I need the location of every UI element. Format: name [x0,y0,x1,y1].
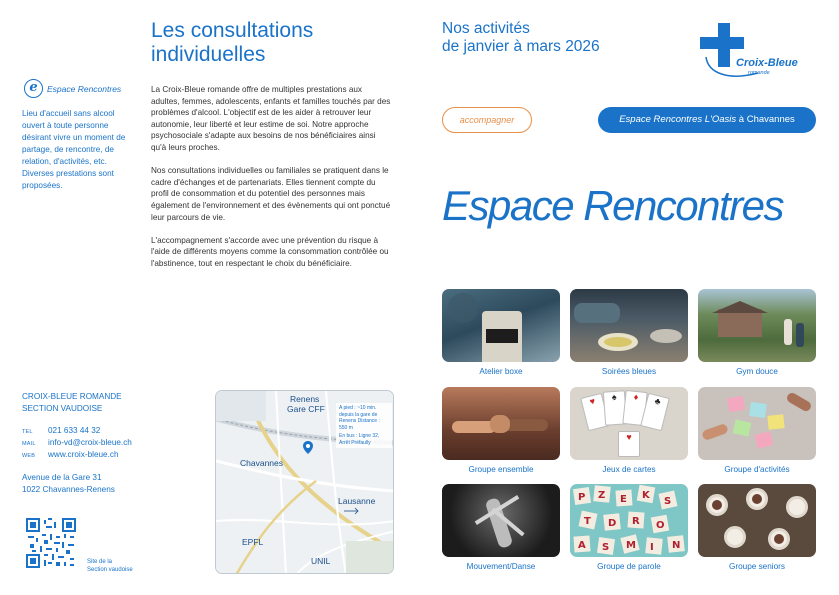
activity-tile-groupe-activites [698,387,816,474]
consultations-title: Les consultations individuelles [151,19,314,66]
logo-name: Croix-Bleue [736,57,798,69]
contact-block [22,426,132,462]
postal-address: Avenue de la Gare 31 1022 Chavannes-Renens [22,473,115,494]
svg-text:Z: Z [598,490,606,501]
svg-text:E: E [620,494,627,505]
consultations-body [151,84,391,281]
svg-text:S: S [664,496,672,507]
location-pin-icon[interactable] [303,441,313,454]
activity-label: Jeux de cartes [602,465,656,474]
paragraph: Nos consultations individuelles ou familiales se pratiquent dans le cadre d'échanges et de partenariats. Elles tiennent compte du profil de consommation et du potentiel des personnes mais également de l'environnement et des évènements qui ont ponctué leur parcours de vie. [151,166,391,222]
map-label-gare: Gare CFF [287,404,325,414]
espace-rencontres-title: Espace Rencontres [442,182,784,229]
tel-label: TEL [22,429,33,435]
photo-dance [442,484,560,557]
activity-tile-groupe-seniors [698,484,816,571]
photo-boxing [442,289,560,362]
activity-label: Groupe d'activités [724,465,790,474]
mail-label: MAIL [22,441,36,447]
organization-name: CROIX-BLEUE ROMANDE SECTION VAUDOISE [22,392,122,413]
paragraph: L'accompagnement s'accorde avec une prévention du risque à l'aide de différents moyens comme la consommation contrôlée ou l'abstinence, tout en respectant le choix du bénéficiaire. [151,235,389,268]
activity-label: Soirées bleues [601,367,657,376]
location-suffix: à Chavannes [736,114,795,125]
photo-playing-cards: ♥ ♠ ♦ ♣ ♥ [570,387,688,460]
intro-text: Lieu d'accueil sans alcool ouvert à toute personne désirant vivre un moment de partage, de rencontre, de relation, d'activités, etc. Diverses prestations sont proposées. [22,109,126,190]
svg-text:D: D [608,518,617,529]
activity-tile-groupe-de-parole [570,484,688,571]
espace-logo-icon: e [24,79,43,98]
activity-label: Atelier boxe [479,367,523,376]
svg-text:K: K [642,490,650,501]
left-panel [0,0,148,595]
letter-tiles-graphic [570,484,688,557]
map-label-epfl: EPFL [242,537,264,547]
email-link[interactable]: info-vd@croix-bleue.ch [48,438,132,447]
photo-garden-gym [698,289,816,362]
accompagner-tag: accompagner [442,107,532,133]
svg-text:P: P [578,492,586,503]
activity-label: Groupe ensemble [468,465,534,474]
svg-text:I: I [650,542,654,553]
activity-label: Gym douce [736,367,778,376]
photo-letter-tiles [570,484,688,557]
svg-text:M: M [626,540,636,551]
svg-text:A: A [578,540,586,551]
map-directions-note: A pied : ~10 min. depuis la gare de Renens Distance : 550 m En bus : Ligne 32, Arrêt Préfaully [336,403,392,448]
map-label-renens: Renens [290,394,320,404]
svg-text:S: S [602,542,610,553]
svg-text:N: N [672,540,681,551]
activity-tile-groupe-ensemble [442,387,560,474]
photo-dinner [570,289,688,362]
photo-coffee-table [698,484,816,557]
svg-text:R: R [632,516,640,527]
activity-tile-gym-douce [698,289,816,376]
paragraph: La Croix-Bleue romande offre de multiples prestations aux adultes, femmes, adolescents, enfants et familles touchés par des problèmes d'alcool. L'objectif est de les aider à retrouver leur autonomie, leur liberté et leur estime de soi. Notre approche psychosociale s'adapte aux besoins de nos bénéficiaires ainsi qu'à leurs proches. [151,85,391,152]
activity-tile-jeux-de-cartes [570,387,688,474]
activity-label: Groupe de parole [597,562,661,571]
logo-subtitle: romande [748,70,770,76]
location-map[interactable] [215,390,394,574]
service-name: Espace Rencontres [47,84,122,94]
activity-tile-soirees-bleues [570,289,688,376]
map-label-chavannes: Chavannes [240,458,284,468]
map-label-unil: UNIL [311,556,331,566]
activity-tile-atelier-boxe [442,289,560,376]
activity-label: Groupe seniors [729,562,785,571]
location-place: Espace Rencontres L'Oasis [619,114,737,125]
website-link[interactable]: www.croix-bleue.ch [48,450,119,459]
photo-sticky-notes [698,387,816,460]
photo-fist-bump [442,387,560,460]
activities-period: Nos activités de janvier à mars 2026 [442,20,600,55]
location-banner [598,107,816,133]
svg-text:T: T [584,516,591,527]
phone-link[interactable]: 021 633 44 32 [48,426,101,435]
qr-caption: Site de la Section vaudoise [87,559,133,573]
svg-text:O: O [656,520,665,531]
web-label: WEB [22,453,36,459]
map-label-lausanne: Lausanne [338,496,376,506]
activity-label: Mouvement/Danse [466,562,536,571]
qr-code-icon[interactable] [26,518,76,568]
activity-tile-mouvement-danse [442,484,560,571]
